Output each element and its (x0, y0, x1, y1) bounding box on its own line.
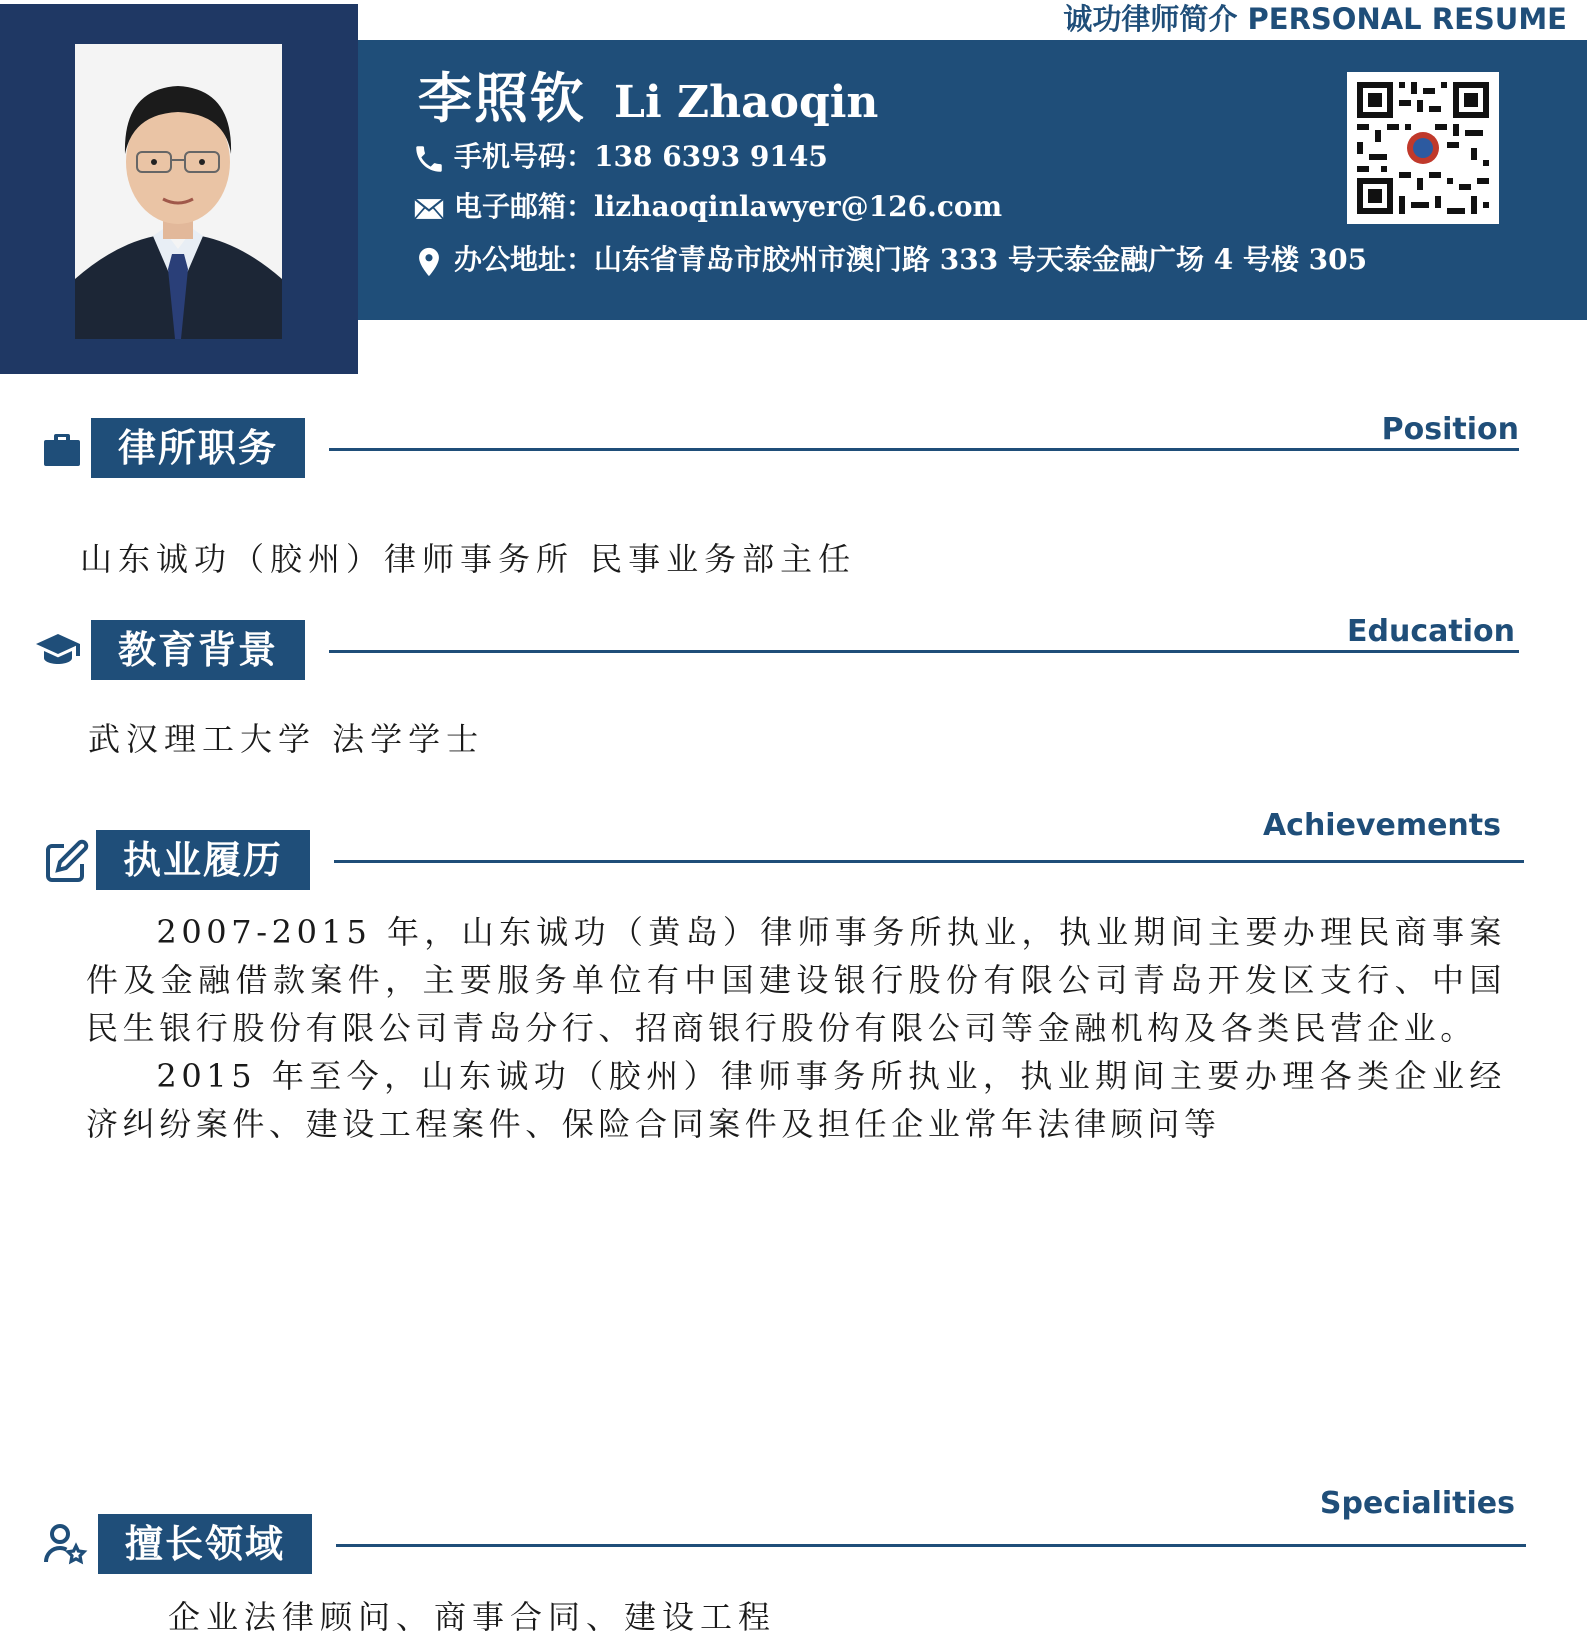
header-banner (358, 40, 1587, 320)
section-specialities-label: 擅长领域 (98, 1514, 312, 1574)
name-row (418, 56, 878, 133)
contact-phone (410, 135, 828, 176)
section-achievements-en: Achievements (1262, 808, 1501, 843)
phone-text: 手机号码：138 6393 9145 (454, 140, 828, 173)
specialities-text: 企业法律顾问、商事合同、建设工程 (168, 1598, 777, 1636)
contact-address (410, 238, 1367, 279)
section-specialities-en: Specialities (1319, 1486, 1515, 1521)
phone-icon (410, 142, 448, 176)
email-text: 电子邮箱：lizhaoqinlawyer@126.com (454, 190, 1003, 223)
achievements-para-1: 2007-2015 年，山东诚功（黄岛）律师事务所执业，执业期间主要办理民商事案件及金融借款案件，主要服务单位有中国建设银行股份有限公司青岛开发区支行、中国民生银行股份有限公司青岛分行、招商银行股份有限公司等金融机构及各类民营企业。 (86, 913, 1506, 1047)
resume-top-title: 诚功律师简介 PERSONAL RESUME (1063, 2, 1567, 36)
section-specialities-rule (336, 1544, 1526, 1547)
profile-photo (75, 44, 282, 339)
graduation-cap-icon (34, 626, 82, 674)
location-pin-icon (410, 245, 448, 279)
address-text: 办公地址：山东省青岛市胶州市澳门路 333 号天泰金融广场 4 号楼 305 (454, 243, 1368, 276)
section-achievements-rule (334, 860, 1524, 863)
achievements-body (86, 908, 1506, 1148)
section-education-en: Education (1347, 614, 1515, 649)
photo-frame (0, 4, 358, 374)
envelope-icon (410, 192, 448, 226)
name-chinese: 李照钦 (418, 66, 586, 130)
briefcase-icon (38, 426, 86, 474)
education-text: 武汉理工大学 法学学士 (88, 720, 485, 758)
position-text: 山东诚功（胶州）律师事务所 民事业务部主任 (80, 540, 857, 578)
section-education-label: 教育背景 (91, 620, 305, 680)
qr-code (1347, 72, 1499, 224)
achievements-para-2: 2015 年至今，山东诚功（胶州）律师事务所执业，执业期间主要办理各类企业经济纠纷案件、建设工程案件、保险合同案件及担任企业常年法律顾问等 (86, 1057, 1506, 1143)
name-english: Li Zhaoqin (614, 77, 879, 128)
contact-email (410, 185, 1002, 226)
section-education-rule (329, 650, 1519, 653)
user-star-icon (40, 1520, 88, 1568)
section-position-label: 律所职务 (91, 418, 305, 478)
edit-icon (42, 838, 90, 886)
section-position-en: Position (1381, 412, 1519, 447)
section-achievements-label: 执业履历 (96, 830, 310, 890)
section-position-rule (329, 448, 1519, 451)
